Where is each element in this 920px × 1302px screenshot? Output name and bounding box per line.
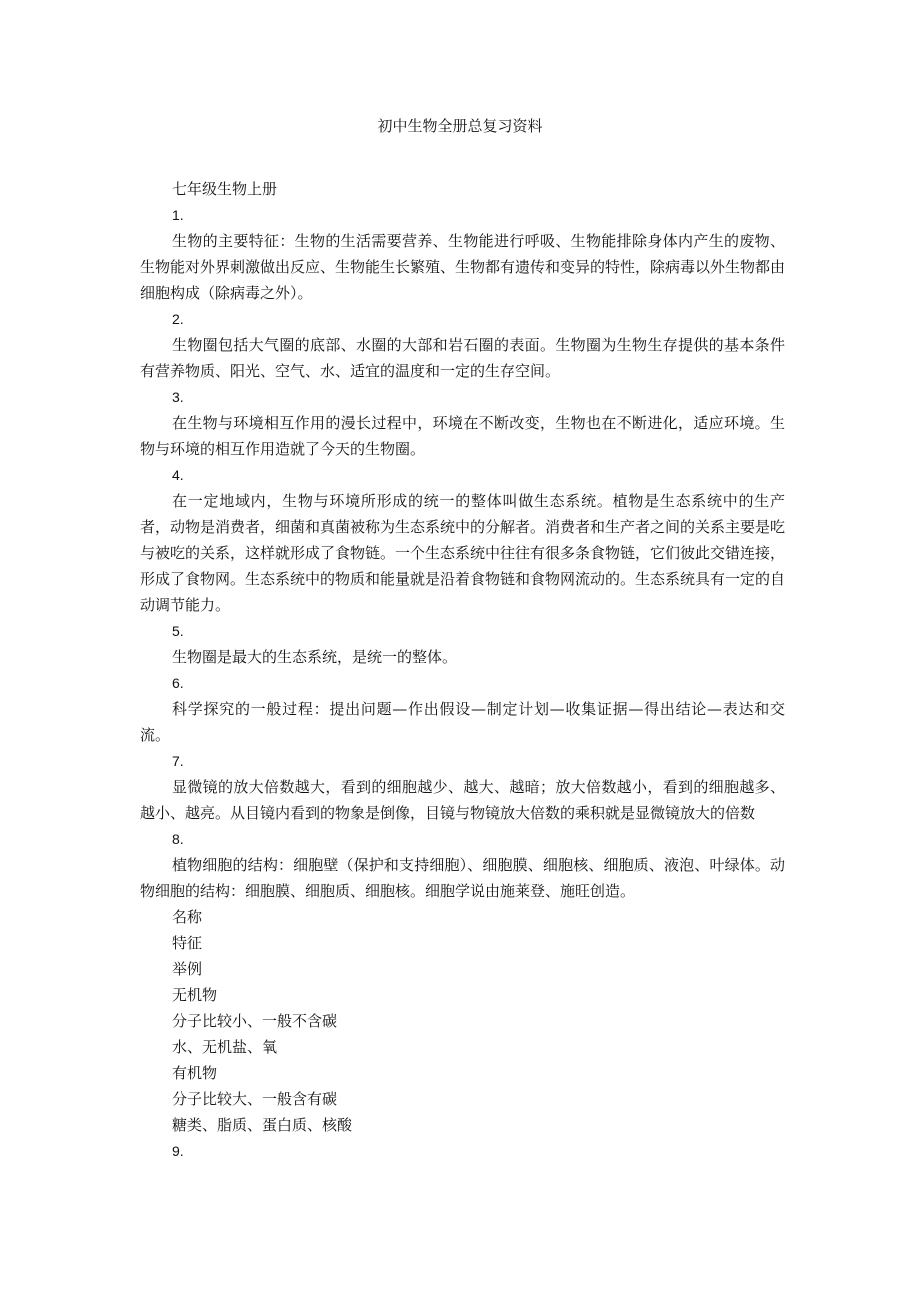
item-paragraph: 生物的主要特征：生物的生活需要营养、生物能进行呼吸、生物能排除身体内产生的废物、生物能对外界刺激做出反应、生物能生长繁殖、生物都有遗传和变异的特性，除病毒以外生物都由细胞构成（除病毒之外）。 — [140, 232, 786, 302]
table-cell: 水、无机盐、氧 — [172, 1038, 278, 1056]
table-cell: 分子比较大、一般含有碳 — [172, 1090, 338, 1108]
table-cell: 糖类、脂质、蛋白质、核酸 — [172, 1116, 353, 1134]
table-cell: 有机物 — [172, 1064, 218, 1082]
item-number: 8. — [172, 831, 184, 847]
item-paragraph: 在一定地域内，生物与环境所形成的统一的整体叫做生态系统。植物是生态系统中的生产者，动物是消费者，细菌和真菌被称为生态系统中的分解者。消费者和生产者之间的关系主要是吃与被吃的关系，这样就形成了食物链。一个生态系统中往往有很多条食物链，它们彼此交错连接，形成了食物网。生态系统中的物质和能量就是沿着食物链和食物网流动的。生态系统具有一定的自动调节能力。 — [140, 492, 786, 614]
table-header-example: 举例 — [172, 960, 203, 978]
item-number: 1. — [172, 207, 184, 223]
item-number: 4. — [172, 467, 184, 483]
item-paragraph: 生物圈包括大气圈的底部、水圈的大部和岩石圈的表面。生物圈为生物生存提供的基本条件有营养物质、阳光、空气、水、适宜的温度和一定的生存空间。 — [140, 336, 785, 380]
table-cell: 分子比较小、一般不含碳 — [172, 1012, 338, 1030]
item-paragraph: 生物圈是最大的生态系统，是统一的整体。 — [172, 648, 458, 666]
item-number: 6. — [172, 675, 184, 691]
item-paragraph: 显微镜的放大倍数越大，看到的细胞越少、越大、越暗；放大倍数越小，看到的细胞越多、越小、越亮。从目镜内看到的物象是倒像，目镜与物镜放大倍数的乘积就是显微镜放大的倍数 — [140, 778, 785, 822]
item-number: 2. — [172, 311, 184, 327]
item-number: 9. — [172, 1143, 184, 1159]
table-cell: 无机物 — [172, 986, 218, 1004]
table-header-feature: 特征 — [172, 934, 203, 952]
comparison-table — [140, 904, 785, 1138]
section-heading: 七年级生物上册 — [172, 180, 278, 198]
item-paragraph: 科学探究的一般过程：提出问题—作出假设—制定计划—收集证据—得出结论—表达和交流。 — [140, 700, 785, 744]
item-number: 3. — [172, 389, 184, 405]
item-number: 5. — [172, 623, 184, 639]
item-number: 7. — [172, 753, 184, 769]
document-body — [140, 176, 785, 1164]
item-paragraph: 植物细胞的结构：细胞壁（保护和支持细胞）、细胞膜、细胞核、细胞质、液泡、叶绿体。动物细胞的结构：细胞膜、细胞质、细胞核。细胞学说由施莱登、施旺创造。 — [140, 856, 785, 900]
item-paragraph: 在生物与环境相互作用的漫长过程中，环境在不断改变，生物也在不断进化，适应环境。生物与环境的相互作用造就了今天的生物圈。 — [140, 414, 785, 458]
page-title: 初中生物全册总复习资料 — [377, 117, 543, 135]
table-header-name: 名称 — [172, 908, 203, 926]
